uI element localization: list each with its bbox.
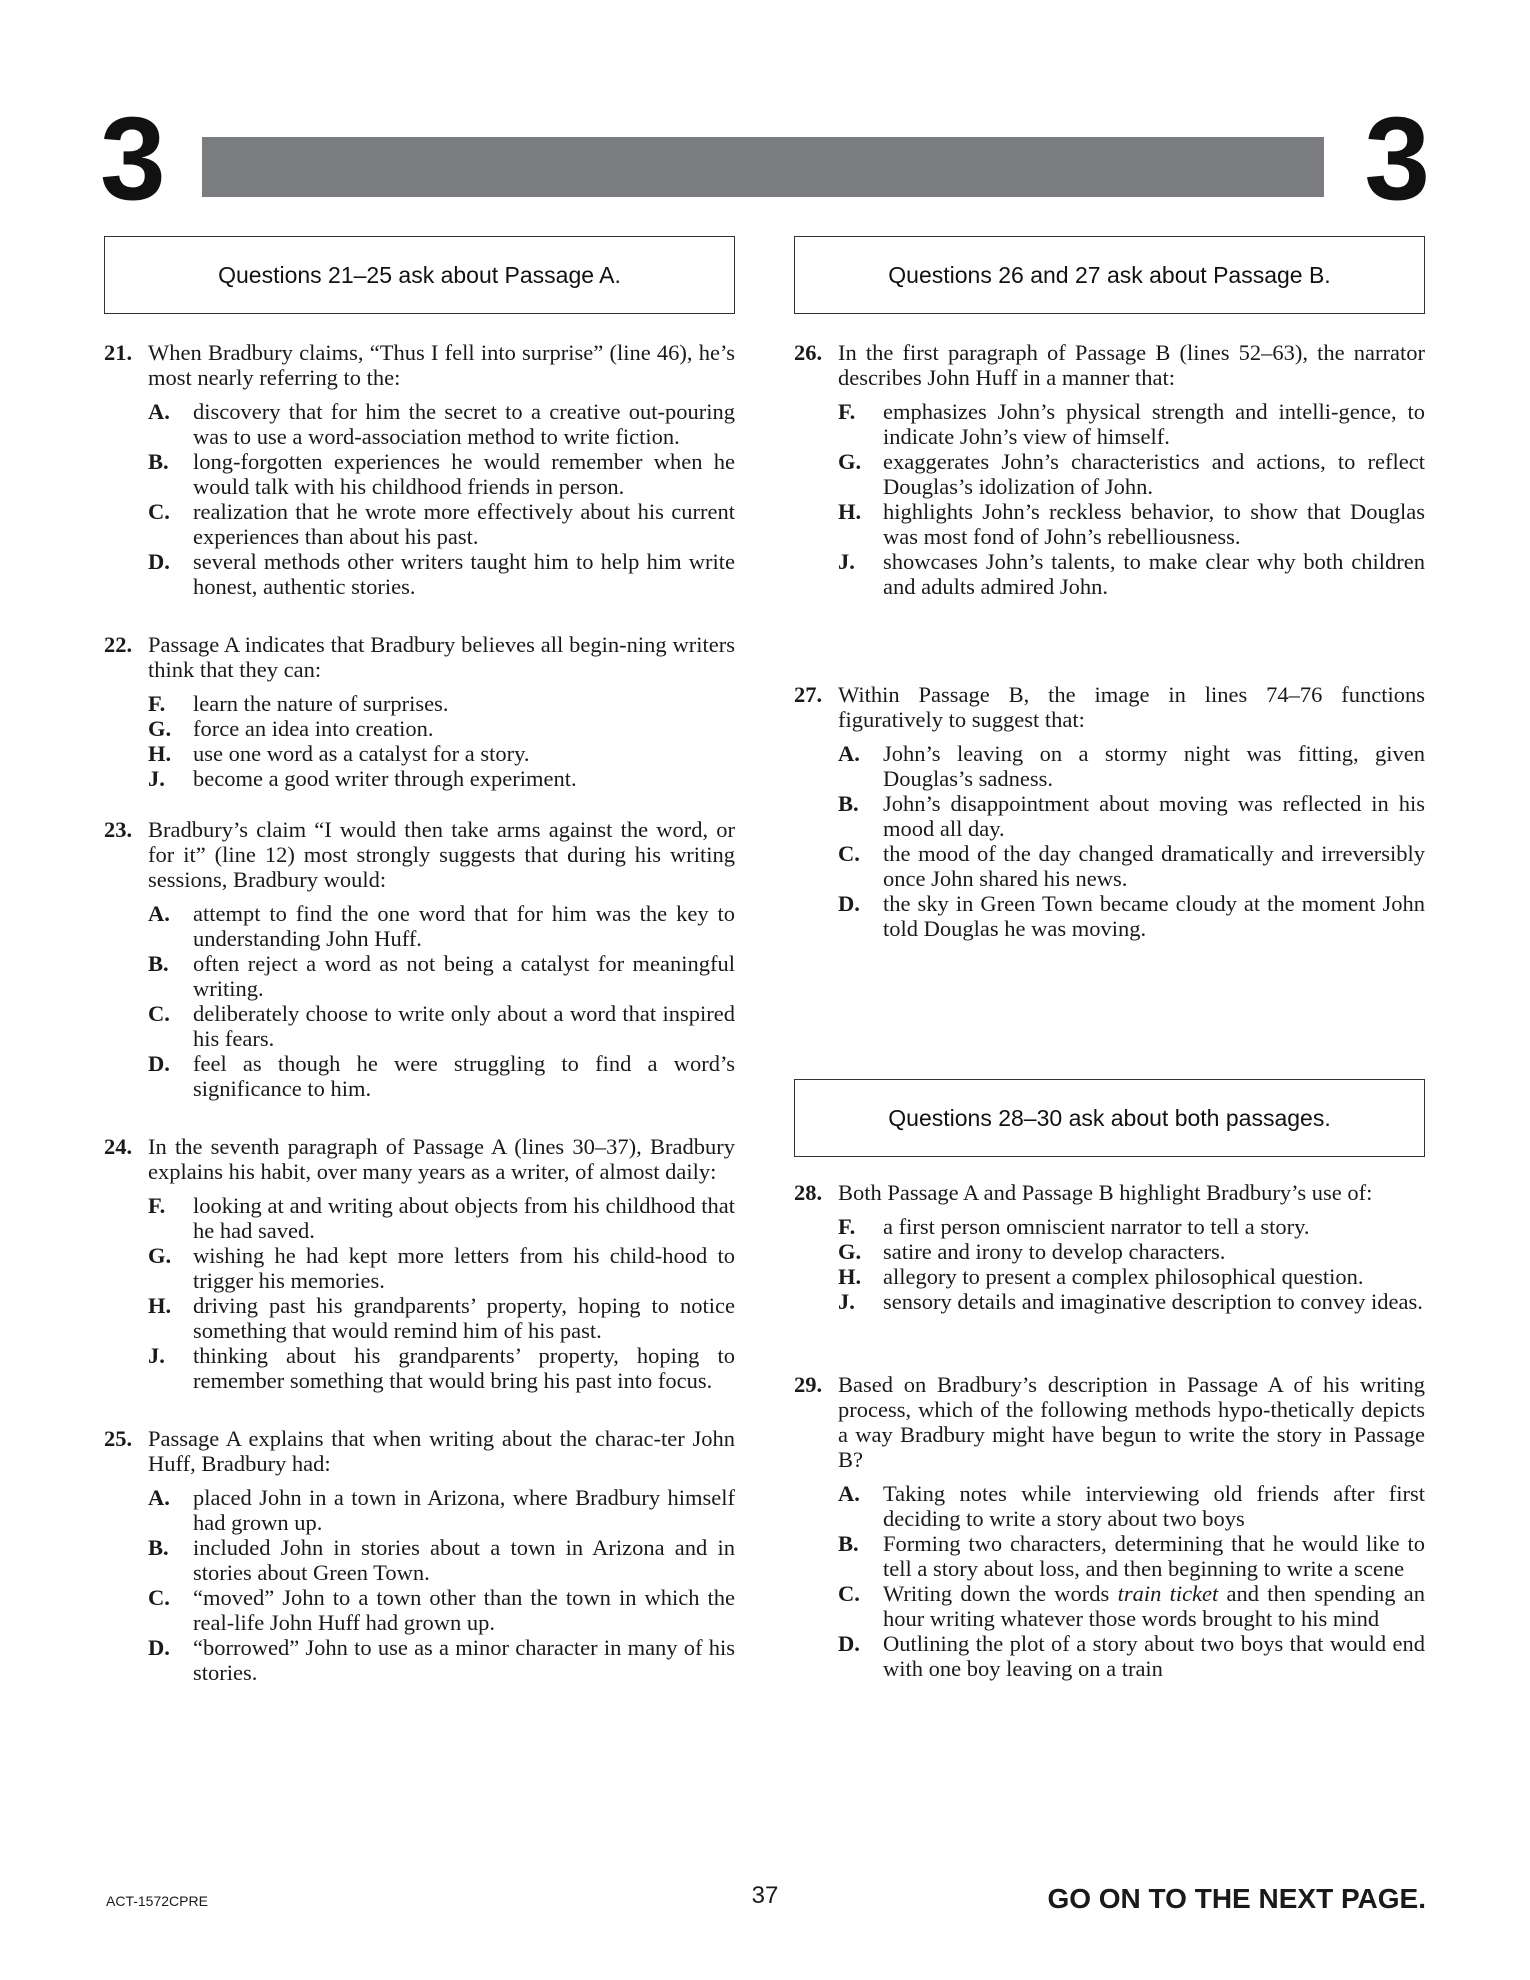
choice-g[interactable]: G. wishing he had kept more letters from his child-hood to trigger his memories.: [148, 1243, 735, 1293]
choice-h[interactable]: H. allegory to present a complex philosophical question.: [838, 1264, 1364, 1289]
both-passages-instruction: Questions 28–30 ask about both passages.: [888, 1104, 1331, 1131]
question-24: [104, 1134, 735, 1393]
choice-a[interactable]: A. discovery that for him the secret to a creative out-pouring was to use a word-association method to write fiction.: [148, 399, 735, 449]
question-stem: Passage A indicates that Bradbury believes all begin-ning writers think that they can:: [148, 632, 735, 682]
choice-b[interactable]: B. long-forgotten experiences he would remember when he would talk with his childhood friends in person.: [148, 449, 735, 499]
section-number-left: 3: [100, 93, 166, 225]
question-stem: In the first paragraph of Passage B (lines 52–63), the narrator describes John Huff in a manner that:: [838, 340, 1425, 390]
right-column: [794, 236, 1425, 1681]
choice-b[interactable]: B. John’s disappointment about moving was reflected in his mood all day.: [838, 791, 1425, 841]
question-21: [104, 340, 735, 599]
choice-d[interactable]: D. the sky in Green Town became cloudy at the moment John told Douglas he was moving.: [838, 891, 1425, 941]
choice-d[interactable]: D. “borrowed” John to use as a minor character in many of his stories.: [148, 1635, 735, 1685]
choice-f[interactable]: F. a first person omniscient narrator to tell a story.: [838, 1214, 1310, 1239]
choice-f[interactable]: F. learn the nature of surprises.: [148, 691, 449, 716]
choice-d[interactable]: D. Outlining the plot of a story about two boys that would end with one boy leaving on a train: [838, 1631, 1425, 1681]
section-number-right: 3: [1364, 93, 1430, 225]
choice-f[interactable]: F. looking at and writing about objects from his childhood that he had saved.: [148, 1193, 735, 1243]
choice-c[interactable]: C. Writing down the words train ticket and then spending an hour writing whatever those words brought to his mind: [838, 1581, 1425, 1631]
choice-g[interactable]: G. force an idea into creation.: [148, 716, 434, 741]
choice-g[interactable]: G. satire and irony to develop characters.: [838, 1239, 1226, 1264]
choice-c[interactable]: C. deliberately choose to write only about a word that inspired his fears.: [148, 1001, 735, 1051]
choice-h[interactable]: H. driving past his grandparents’ property, hoping to notice something that would remind him of his past.: [148, 1293, 735, 1343]
passage-a-instruction-box: [104, 236, 735, 314]
choice-a[interactable]: A. John’s leaving on a stormy night was fitting, given Douglas’s sadness.: [838, 741, 1425, 791]
choice-b[interactable]: B. included John in stories about a town in Arizona and in stories about Green Town.: [148, 1535, 735, 1585]
choice-h[interactable]: H. highlights John’s reckless behavior, to show that Douglas was most fond of John’s rebelliousness.: [838, 499, 1425, 549]
question-stem: Based on Bradbury’s description in Passage A of his writing process, which of the following methods hypo-thetically depicts a way Bradbury might have begun to write the story in Passage B?: [838, 1372, 1425, 1472]
left-column: [104, 236, 735, 1685]
choice-b[interactable]: B. Forming two characters, determining that he would like to tell a story about loss, and then beginning to write a scene: [838, 1531, 1425, 1581]
question-number: 26.: [794, 340, 823, 365]
question-number: 28.: [794, 1180, 823, 1205]
both-passages-instruction-box: [794, 1079, 1425, 1157]
question-stem: Passage A explains that when writing about the charac-ter John Huff, Bradbury had:: [148, 1426, 735, 1476]
question-stem: Bradbury’s claim “I would then take arms against the word, or for it” (line 12) most strongly suggests that during his writing sessions, Bradbury would:: [148, 817, 735, 892]
choice-j[interactable]: J. showcases John’s talents, to make clear why both children and adults admired John.: [838, 549, 1425, 599]
question-number: 22.: [104, 632, 133, 657]
question-number: 25.: [104, 1426, 133, 1451]
choice-g[interactable]: G. exaggerates John’s characteristics and actions, to reflect Douglas’s idolization of John.: [838, 449, 1425, 499]
choice-d[interactable]: D. feel as though he were struggling to find a word’s significance to him.: [148, 1051, 735, 1101]
passage-a-instruction: Questions 21–25 ask about Passage A.: [218, 261, 621, 288]
question-stem: In the seventh paragraph of Passage A (lines 30–37), Bradbury explains his habit, over many years as a writer, of almost daily:: [148, 1134, 735, 1184]
choice-a[interactable]: A. placed John in a town in Arizona, where Bradbury himself had grown up.: [148, 1485, 735, 1535]
question-23: [104, 817, 735, 1101]
choice-f[interactable]: F. emphasizes John’s physical strength and intelli-gence, to indicate John’s view of himself.: [838, 399, 1425, 449]
question-28: [794, 1180, 1425, 1314]
choice-j[interactable]: J. become a good writer through experiment.: [148, 766, 577, 791]
passage-b-instruction-box: [794, 236, 1425, 314]
question-27: [794, 682, 1425, 941]
form-id: ACT-1572CPRE: [106, 1893, 208, 1909]
question-number: 21.: [104, 340, 133, 365]
question-number: 24.: [104, 1134, 133, 1159]
choice-c[interactable]: C. the mood of the day changed dramatically and irreversibly once John shared his news.: [838, 841, 1425, 891]
choice-c[interactable]: C. “moved” John to a town other than the town in which the real-life John Huff had grown up.: [148, 1585, 735, 1635]
choice-c[interactable]: C. realization that he wrote more effectively about his current experiences than about his past.: [148, 499, 735, 549]
choice-b[interactable]: B. often reject a word as not being a catalyst for meaningful writing.: [148, 951, 735, 1001]
question-number: 23.: [104, 817, 133, 842]
choice-a[interactable]: A. attempt to find the one word that for him was the key to understanding John Huff.: [148, 901, 735, 951]
go-to-next-page: GO ON TO THE NEXT PAGE.: [1047, 1883, 1426, 1914]
choice-d[interactable]: D. several methods other writers taught him to help him write honest, authentic stories.: [148, 549, 735, 599]
choice-h[interactable]: H. use one word as a catalyst for a story.: [148, 741, 530, 766]
question-stem: Within Passage B, the image in lines 74–76 functions figuratively to suggest that:: [838, 682, 1425, 732]
question-number: 27.: [794, 682, 823, 707]
question-number: 29.: [794, 1372, 823, 1397]
question-22: [104, 632, 735, 791]
question-25: [104, 1426, 735, 1685]
question-26: [794, 340, 1425, 599]
choice-j[interactable]: J. sensory details and imaginative description to convey ideas.: [838, 1289, 1423, 1314]
passage-b-instruction: Questions 26 and 27 ask about Passage B.: [888, 261, 1331, 288]
question-29: [794, 1372, 1425, 1681]
page-number: 37: [751, 1882, 779, 1909]
choice-j[interactable]: J. thinking about his grandparents’ property, hoping to remember something that would bring his past into focus.: [148, 1343, 735, 1393]
section-header-bar: [202, 137, 1324, 197]
question-stem: When Bradbury claims, “Thus I fell into surprise” (line 46), he’s most nearly referring to the:: [148, 340, 735, 390]
question-stem: Both Passage A and Passage B highlight Bradbury’s use of:: [838, 1180, 1373, 1205]
choice-a[interactable]: A. Taking notes while interviewing old friends after first deciding to write a story about two boys: [838, 1481, 1425, 1531]
